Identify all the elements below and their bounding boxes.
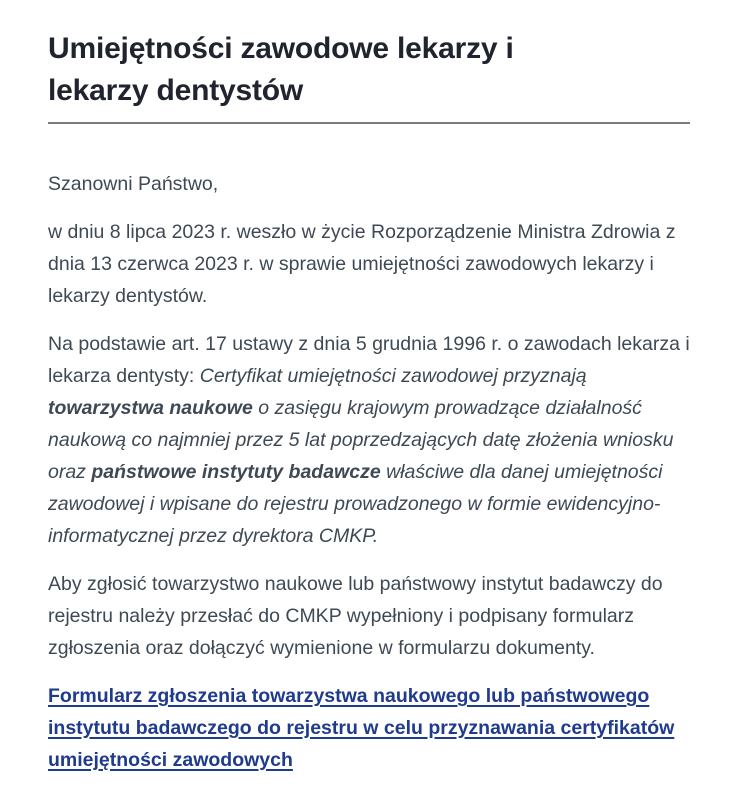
legal-basis-paragraph: Na podstawie art. 17 ustawy z dnia 5 grudnia 1996 r. o zawodach lekarza i lekarza dentysty: Certyfikat umiejętności zawodowej przyznają towarzystwa naukowe o zasięgu krajowym prowadzące działalność naukową co najmniej przez 5 lat poprzedzających datę złożenia wniosku oraz państwowe instytuty badawcze właściwe dla danej umiejętności zawodowej i wpisane do rejestru prowadzonego w formie ewidencyjno-informatycznej przez dyrektora CMKP.	[48, 333, 690, 547]
form-link-paragraph	[48, 680, 690, 776]
page-title-line-1: Umiejętności zawodowe lekarzy i	[48, 32, 514, 65]
intro-paragraph: w dniu 8 lipca 2023 r. weszło w życie Rozporządzenie Ministra Zdrowia z dnia 13 czerwca 2023 r. w sprawie umiejętności zawodowych lekarzy i lekarzy dentystów.	[48, 221, 676, 307]
page-title	[48, 28, 690, 112]
greeting-paragraph: Szanowni Państwo,	[48, 173, 219, 195]
submission-instructions-paragraph: Aby zgłosić towarzystwo naukowe lub państwowy instytut badawczy do rejestru należy przesłać do CMKP wypełniony i podpisany formularz zgłoszenia oraz dołączyć wymienione w formularzu dokumenty.	[48, 573, 663, 659]
form-submission-link[interactable]: Formularz zgłoszenia towarzystwa naukowego lub państwowego instytutu badawczego do rejestru w celu przyznawania certyfikatów umiejętności zawodowych	[48, 685, 675, 771]
article-body	[48, 168, 690, 776]
title-divider	[48, 122, 690, 124]
page-title-line-2: lekarzy dentystów	[48, 74, 304, 107]
